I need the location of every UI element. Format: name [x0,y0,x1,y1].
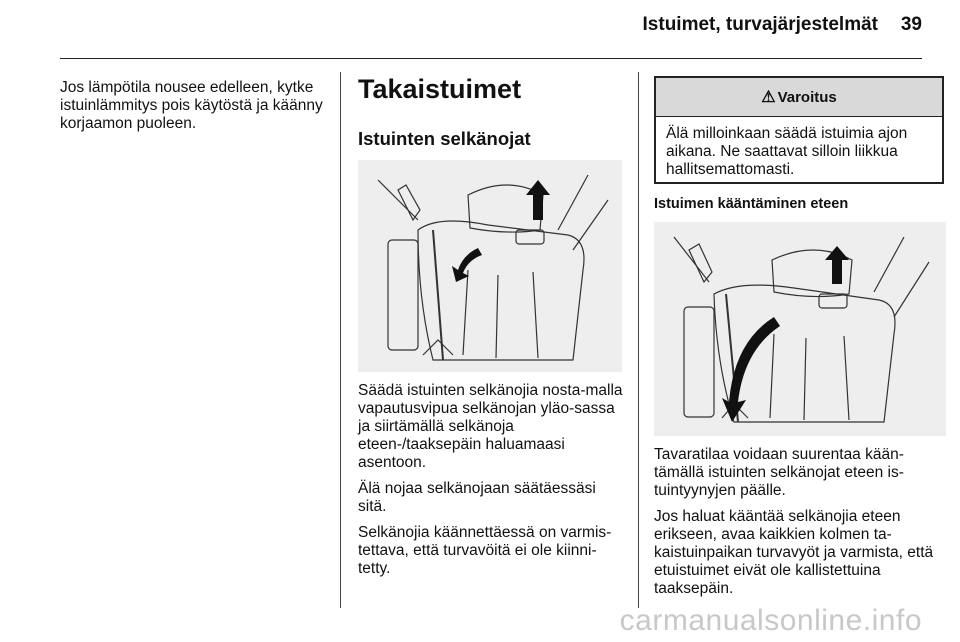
rear-seat-backrest-drawing [358,160,622,372]
seat-fold-forward-illustration [654,222,946,436]
warning-triangle-icon: ⚠ [761,89,776,106]
rear-seat-backrest-illustration [358,160,622,372]
warning-box [654,76,944,184]
column-divider [340,72,341,608]
warning-title: Varoitus [777,88,837,106]
section-heading: Takaistuimet [358,74,522,104]
warning-text: Älä milloinkaan säädä istuimia ajon aikana. Ne saattavat silloin liikkua hallitsemattomasti. [666,125,908,178]
header-rule [60,58,922,59]
watermark: carmanualsonline.info [619,604,922,637]
column-divider [638,72,639,608]
seat-fold-forward-drawing [654,222,946,436]
paragraph: Säädä istuinten selkänojia nosta-malla vapautusvipua selkänojan yläo-sassa ja siirtämällä selkänoja eteen-/taaksepäin haluamaasi asentoon. [358,382,623,471]
paragraph: Jos haluat kääntää selkänojia eteen erikseen, avaa kaikkien kolmen ta-kaistuinpaikan turvavyöt ja varmista, että etuistuimet eivät ole kallistettuina taaksepäin. [654,508,934,597]
warning-header [656,78,942,117]
paragraph: Jos lämpötila nousee edelleen, kytke istuinlämmitys pois käytöstä ja käänny korjaamon puoleen. [60,79,323,132]
page-number: 39 [900,14,922,35]
subsection-heading: Istuimen kääntäminen eteen [654,196,849,212]
paragraph: Tavaratilaa voidaan suurentaa kään-tämällä istuinten selkänojat eteen is-tuintyynyjen päälle. [654,446,904,499]
subsection-heading: Istuinten selkänojat [358,128,531,149]
column-2-text [358,382,624,586]
column-1 [60,79,330,141]
page-header-title: Istuimet, turvajärjestelmät [642,14,878,35]
paragraph: Selkänojia käännettäessä on varmis-tettava, että turvavöitä ei ole kiinni-tetty. [358,524,612,577]
column-3-text [654,446,948,606]
paragraph: Älä nojaa selkänojaan säätäessäsi sitä. [358,480,596,515]
